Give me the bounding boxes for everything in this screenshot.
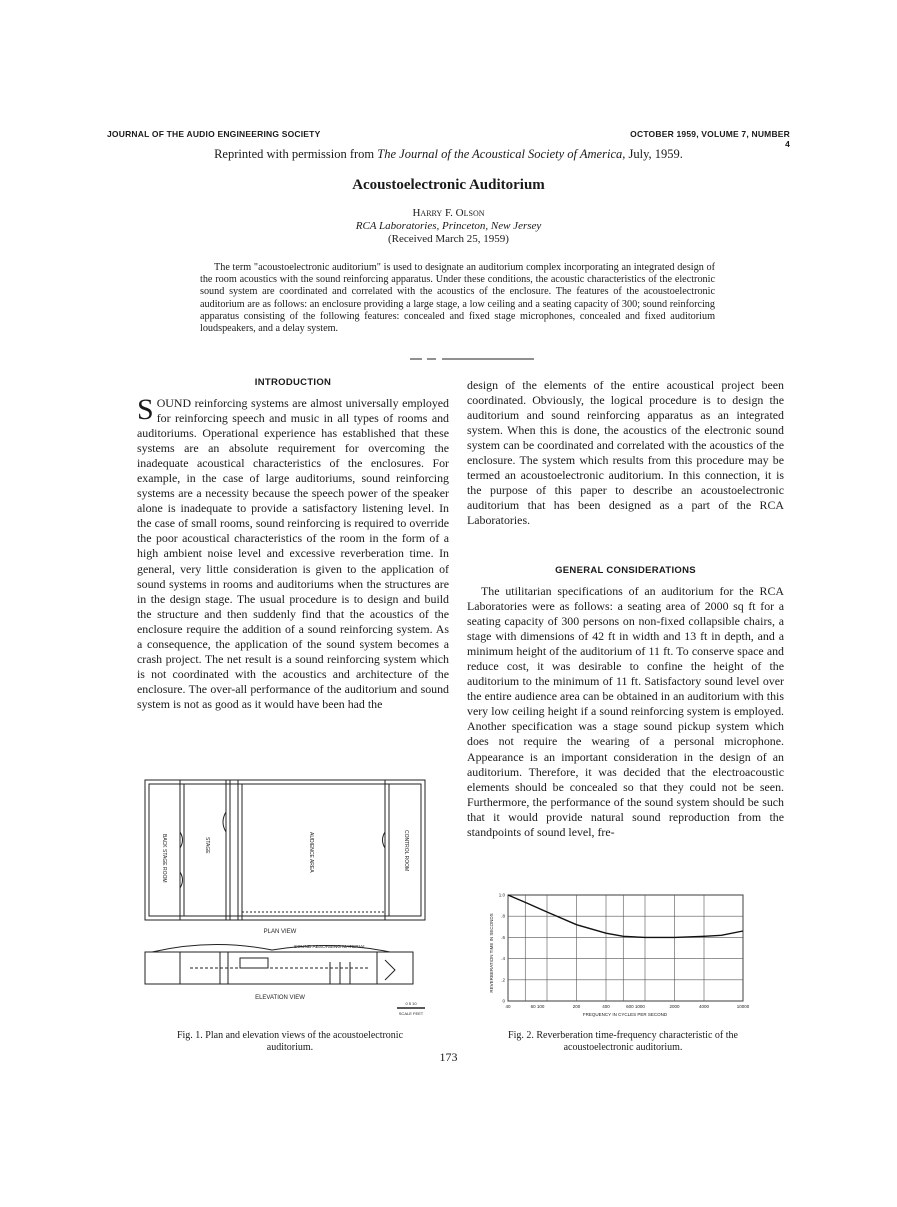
- general-considerations-body: [467, 584, 784, 840]
- general-considerations-heading: GENERAL CONSIDERATIONS: [555, 565, 696, 576]
- introduction-text: OUND reinforcing systems are almost universally employed for reinforcing speech and music in all types of rooms and auditoriums. Operational experience has established that these systems are an absolute requirement for overcoming the inadequate acoustical characteristics of the enclosures. For example, in the case of large auditoriums, sound reinforcing systems are a necessity because the speech power of the speaker alone is inadequate to provide a satisfactory listening level. In the case of small rooms, sound reinforcing is required to override the poor acoustical characteristics of the room in the form of a high ambient noise level and excessive reverberation time. In general, very little consideration is given to the application of sound systems in rooms and auditoriums when the structures are in the design stage. The usual procedure is to design and build the structure and then suddenly find that the acoustics of the enclosure require the addition of a sound reinforcing system. As a consequence, the application of the sound system becomes a crash project. The net result is a sound reinforcing system which is not coordinated with the acoustics and architecture of the enclosure. The over-all performance of the auditorium and sound system is not as good as it would have been had the: [137, 396, 449, 711]
- introduction-heading: INTRODUCTION: [254, 377, 332, 388]
- stage-label: STAGE: [204, 837, 210, 854]
- x-tick-label: 600 1000: [626, 1004, 645, 1009]
- x-tick-label: 10000: [736, 1004, 750, 1009]
- audience-label: AUDIENCE AREA: [308, 832, 314, 873]
- y-axis-label: REVERBERATION TIME IN SECONDS: [489, 913, 494, 993]
- abstract-separator: [400, 357, 540, 361]
- reprint-before: Reprinted with permission from: [214, 147, 378, 161]
- figure-2-caption: Fig. 2. Reverberation time-frequency characteristic of the acoustoelectronic auditorium.: [508, 1030, 738, 1053]
- x-tick-label: 200: [572, 1004, 581, 1009]
- figure-2-chart: [485, 885, 770, 1025]
- column-two-body: [467, 378, 784, 528]
- scale-bar: [397, 1001, 425, 1016]
- general-considerations-text: The utilitarian specifications of an auditorium for the RCA Laboratories were as follows: a seating area of 2000 sq ft for a seating capacity of 300 persons on non-fixed collapsible chairs, a stage with dimensions of 42 ft in width and 13 ft in depth, and a minimum height of the auditorium of 11 ft. To conserve space and reduce cost, it was desirable to confine the height of the auditorium to the minimum of 11 ft. Satisfactory sound level over the entire audience area can be obtained in an auditorium with this very low ceiling height if a sound reinforcing system is employed. Another specification was a stage sound pickup system which does not require the wearing of a personal microphone. Appearance is an important consideration in the design of an auditorium. Therefore, it was decided that the electroacoustic elements should be concealed so that they could not be seen. Furthermore, the performance of the sound system should be such that it would provide natural sound reproduction from the standpoints of sound level, fre-: [467, 584, 784, 839]
- scale-ticks: 0 5 10: [405, 1001, 417, 1006]
- scale-unit: SCALE FEET: [398, 1011, 424, 1016]
- article-title: Acoustoelectronic Auditorium: [352, 177, 545, 193]
- author-name: Harry F. Olson: [412, 207, 485, 219]
- y-tick-label: .6: [501, 934, 505, 940]
- elevation-view-drawing: [145, 944, 413, 984]
- abstract-text: The term "acoustoelectronic auditorium" is used to designate an auditorium complex incorporating an integrated design of the room acoustics with the sound reinforcing apparatus. Under these conditions, the acoustic characteristics of the electronic sound system are coordinated and correlated with the acoustics of the enclosure. The features of the acoustoelectronic auditorium are as follows: an enclosure providing a large stage, a low ceiling and a seating capacity of 300; sound reinforcing apparatus consisting of the following features: concealed and fixed stage microphones, concealed and fixed auditorium loudspeakers, and a delay system.: [200, 262, 715, 335]
- author-block: [0, 207, 897, 246]
- y-tick-label: .8: [501, 913, 505, 919]
- plan-view-drawing: [145, 780, 425, 920]
- figure-1-caption: Fig. 1. Plan and elevation views of the acoustoelectronic auditorium.: [176, 1030, 404, 1053]
- x-axis-label: FREQUENCY IN CYCLES PER SECOND: [582, 1012, 668, 1017]
- received-date: (Received March 25, 1959): [388, 233, 509, 245]
- introduction-body: [137, 393, 449, 712]
- x-tick-label: 2000: [669, 1004, 680, 1009]
- y-tick-label: 1.0: [498, 892, 505, 898]
- y-tick-label: .4: [501, 956, 505, 962]
- reprint-journal: The Journal of the Acoustical Society of America: [377, 147, 623, 161]
- x-tick-label: 60 100: [530, 1004, 545, 1009]
- author-affiliation: RCA Laboratories, Princeton, New Jersey: [355, 220, 542, 232]
- control-label: CONTROL ROOM: [403, 830, 409, 872]
- abstract: [200, 262, 715, 335]
- absorbing-material-label: SOUND ABSORBING MATERIAL: [294, 945, 366, 950]
- page-number: 173: [439, 1050, 458, 1064]
- elevation-view-label: ELEVATION VIEW: [255, 995, 305, 1001]
- journal-header: JOURNAL OF THE AUDIO ENGINEERING SOCIETY: [107, 129, 321, 139]
- y-tick-label: .2: [501, 977, 505, 983]
- x-tick-label: 4000: [698, 1004, 710, 1009]
- issue-header: OCTOBER 1959, VOLUME 7, NUMBER 4: [630, 129, 790, 149]
- column-two-text: design of the elements of the entire acoustical project been coordinated. Obviously, the logical procedure is to design the auditorium and sound reinforcing apparatus as an integrated system. When this is done, the acoustics of the electronic sound system can be coordinated and correlated with the acoustics of the enclosure. The system which results from this procedure may be termed an acoustoelectronic auditorium. In this connection, it is the purpose of this paper to describe an acoustoelectronic auditorium that has been designed as a part of the RCA Laboratories.: [467, 378, 784, 528]
- x-tick-label: 40: [505, 1004, 511, 1009]
- plan-room-labels: [161, 830, 409, 883]
- x-tick-label: 400: [602, 1004, 610, 1009]
- y-tick-label: 0: [502, 998, 505, 1004]
- reprint-after: , July, 1959.: [622, 147, 683, 161]
- backstage-label: BACK STAGE ROOM: [161, 834, 167, 883]
- reprint-note: [0, 147, 897, 162]
- figure-1-plan-elevation: [130, 772, 445, 1027]
- drop-cap: S: [137, 393, 154, 426]
- plan-view-label: PLAN VIEW: [263, 929, 297, 935]
